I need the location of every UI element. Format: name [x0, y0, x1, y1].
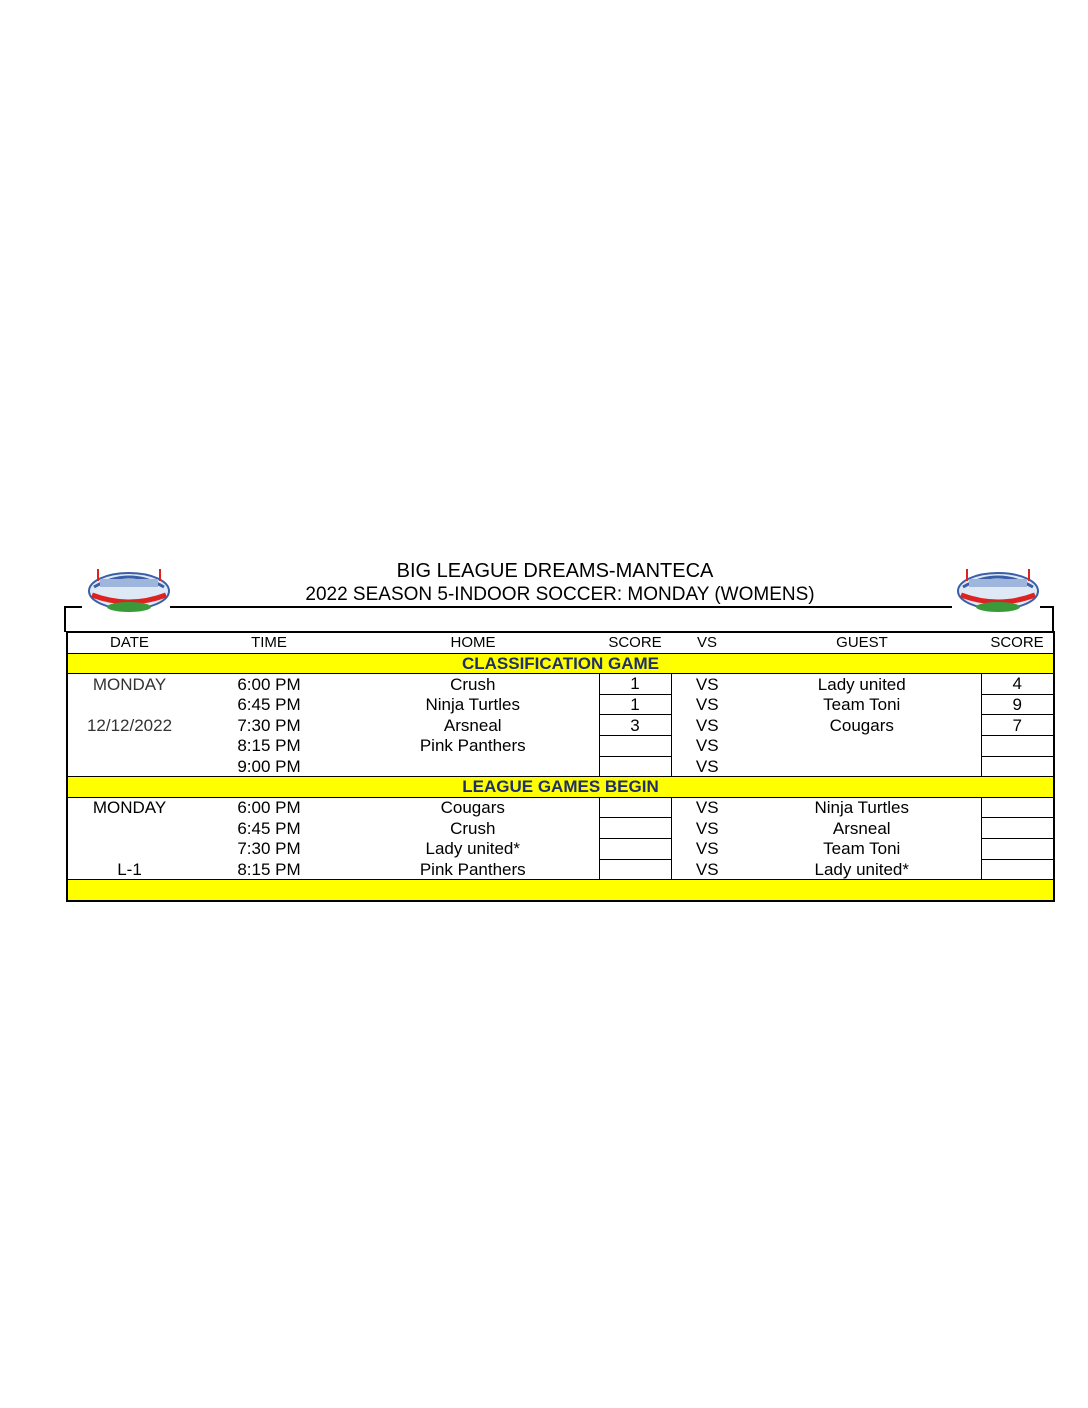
guest-score-cell — [981, 818, 1054, 839]
date-cell — [67, 756, 191, 777]
table-row — [67, 735, 1054, 756]
vs-cell: VS — [695, 674, 719, 694]
guest-score-cell — [981, 756, 1054, 777]
time-cell: 8:15 PM — [237, 736, 301, 756]
vs-cell: VS — [695, 756, 719, 776]
date-cell — [67, 838, 191, 859]
section-label: LEAGUE GAMES BEGIN — [67, 777, 1054, 798]
date-cell: MONDAY — [67, 674, 191, 695]
col-home-score-header: SCORE — [599, 632, 671, 653]
home-score-cell — [599, 838, 671, 859]
guest-score-cell: 4 — [981, 674, 1054, 695]
table-row — [67, 818, 1054, 839]
footer-band — [67, 880, 1054, 901]
col-date-header: DATE — [67, 632, 191, 653]
vs-cell: VS — [695, 859, 719, 879]
guest-score-cell: 9 — [981, 694, 1054, 715]
home-team-cell: Crush — [450, 818, 496, 838]
section-band-classification — [67, 653, 1054, 674]
footer-band-cell — [67, 880, 1054, 901]
guest-team-cell: Team Toni — [823, 695, 901, 715]
section-label: CLASSIFICATION GAME — [67, 653, 1054, 674]
home-team-cell: Pink Panthers — [419, 859, 526, 879]
home-team-cell — [347, 756, 599, 777]
stadium-logo-right — [955, 565, 1041, 613]
table-row — [67, 715, 1054, 736]
time-cell: 7:30 PM — [237, 715, 301, 735]
home-score-cell: 1 — [599, 674, 671, 695]
frame-top-mid — [170, 606, 952, 608]
home-score-cell — [599, 797, 671, 818]
home-score-cell — [599, 756, 671, 777]
home-score-cell — [599, 818, 671, 839]
table-row — [67, 674, 1054, 695]
date-cell — [67, 735, 191, 756]
vs-cell: VS — [695, 736, 719, 756]
vs-cell: VS — [695, 839, 719, 859]
time-cell: 6:45 PM — [237, 818, 301, 838]
col-guest-score-header: SCORE — [981, 632, 1054, 653]
time-cell: 8:15 PM — [237, 859, 301, 879]
vs-cell: VS — [695, 715, 719, 735]
col-guest-header: GUEST — [743, 632, 981, 653]
table-row — [67, 797, 1054, 818]
guest-team-cell: Arsneal — [832, 818, 891, 838]
guest-score-cell — [981, 838, 1054, 859]
date-cell: 12/12/2022 — [67, 715, 191, 736]
time-cell: 6:00 PM — [237, 674, 301, 694]
table-row — [67, 694, 1054, 715]
home-score-cell — [599, 735, 671, 756]
home-score-cell: 1 — [599, 694, 671, 715]
home-team-cell: Ninja Turtles — [425, 695, 520, 715]
date-cell: L-1 — [67, 859, 191, 880]
frame-right-stub — [1052, 606, 1054, 632]
table-row — [67, 838, 1054, 859]
section-band-league — [67, 777, 1054, 798]
stadium-logo-left — [86, 565, 172, 613]
guest-team-cell: Lady united — [817, 674, 906, 694]
col-time-header: TIME — [191, 632, 347, 653]
page-title: BIG LEAGUE DREAMS-MANTECA — [396, 560, 714, 582]
time-cell: 6:45 PM — [237, 695, 301, 715]
frame-top-left — [64, 606, 82, 608]
header-row — [67, 632, 1054, 653]
guest-team-cell: Team Toni — [823, 839, 901, 859]
home-team-cell: Pink Panthers — [419, 736, 526, 756]
home-team-cell: Cougars — [440, 798, 505, 818]
date-cell — [67, 818, 191, 839]
guest-team-cell — [743, 756, 981, 777]
schedule-table — [66, 631, 1055, 902]
guest-team-cell: Lady united* — [814, 859, 910, 879]
guest-team-cell: Cougars — [829, 715, 894, 735]
home-score-cell — [599, 859, 671, 880]
time-cell: 9:00 PM — [237, 756, 301, 776]
table-row — [67, 756, 1054, 777]
time-cell: 7:30 PM — [237, 839, 301, 859]
vs-cell: VS — [695, 798, 719, 818]
guest-team-cell: Ninja Turtles — [814, 798, 909, 818]
page-subtitle: 2022 SEASON 5-INDOOR SOCCER: MONDAY (WOMENS) — [305, 584, 815, 605]
vs-cell: VS — [695, 695, 719, 715]
guest-score-cell — [981, 735, 1054, 756]
guest-score-cell: 7 — [981, 715, 1054, 736]
time-cell: 6:00 PM — [237, 798, 301, 818]
home-team-cell: Arsneal — [443, 715, 502, 735]
home-team-cell: Crush — [450, 674, 496, 694]
table-row — [67, 859, 1054, 880]
frame-left-stub — [64, 606, 66, 632]
guest-score-cell — [981, 859, 1054, 880]
home-score-cell: 3 — [599, 715, 671, 736]
vs-cell: VS — [695, 818, 719, 838]
date-cell: MONDAY — [67, 797, 191, 818]
home-team-cell: Lady united* — [425, 839, 521, 859]
col-home-header: HOME — [347, 632, 599, 653]
guest-score-cell — [981, 797, 1054, 818]
date-cell — [67, 694, 191, 715]
col-vs-header: VS — [671, 632, 743, 653]
guest-team-cell — [743, 735, 981, 756]
